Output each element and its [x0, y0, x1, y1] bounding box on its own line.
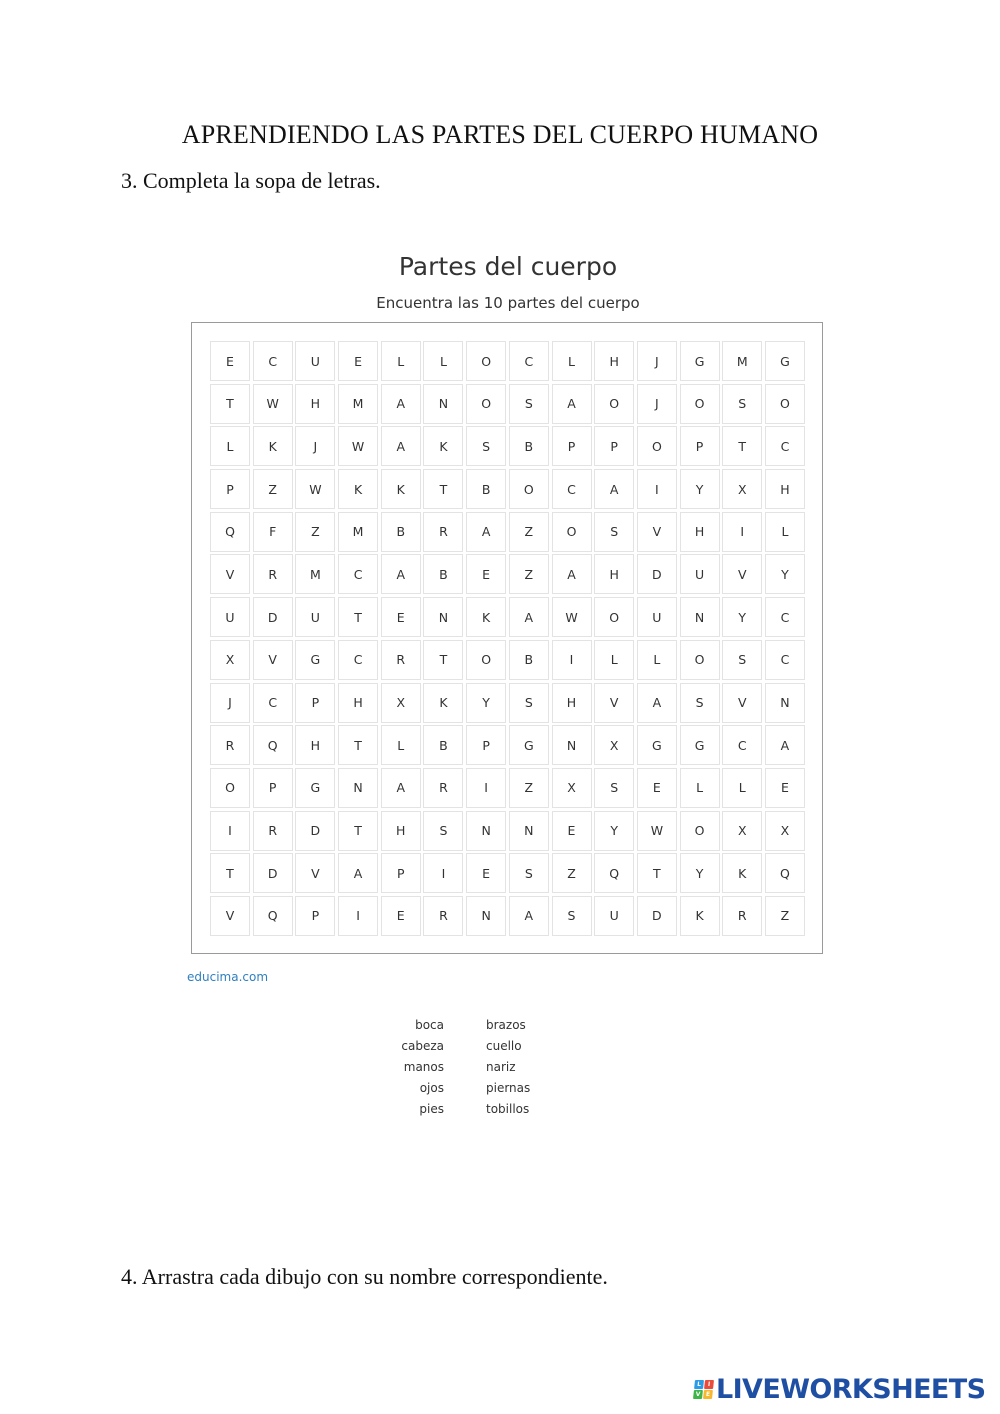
- grid-cell[interactable]: K: [253, 426, 293, 466]
- grid-cell[interactable]: O: [637, 426, 677, 466]
- grid-cell[interactable]: C: [765, 597, 805, 637]
- grid-cell[interactable]: E: [210, 341, 250, 381]
- grid-cell[interactable]: P: [295, 683, 335, 723]
- grid-cell[interactable]: B: [423, 725, 463, 765]
- grid-cell[interactable]: B: [423, 554, 463, 594]
- grid-cell[interactable]: C: [338, 554, 378, 594]
- grid-cell[interactable]: N: [338, 768, 378, 808]
- grid-cell[interactable]: M: [295, 554, 335, 594]
- grid-cell[interactable]: E: [637, 768, 677, 808]
- grid-cell[interactable]: B: [466, 469, 506, 509]
- grid-cell[interactable]: U: [210, 597, 250, 637]
- logo-tile: E: [703, 1390, 713, 1399]
- grid-cell[interactable]: A: [509, 896, 549, 936]
- grid-cell[interactable]: S: [466, 426, 506, 466]
- word-list-item: cabeza: [401, 1039, 444, 1053]
- grid-cell[interactable]: D: [253, 853, 293, 893]
- word-search-frame: [191, 322, 823, 954]
- word-list-item: pies: [419, 1102, 444, 1116]
- grid-cell[interactable]: I: [722, 512, 762, 552]
- grid-cell[interactable]: I: [637, 469, 677, 509]
- logo-tile: L: [694, 1380, 704, 1389]
- grid-cell[interactable]: G: [680, 725, 720, 765]
- grid-cell[interactable]: S: [722, 640, 762, 680]
- grid-cell[interactable]: P: [466, 725, 506, 765]
- grid-cell[interactable]: D: [253, 597, 293, 637]
- grid-cell[interactable]: H: [765, 469, 805, 509]
- grid-cell[interactable]: V: [253, 640, 293, 680]
- grid-cell[interactable]: C: [253, 683, 293, 723]
- liveworksheets-logo: [694, 1373, 985, 1405]
- grid-cell[interactable]: Y: [765, 554, 805, 594]
- grid-cell[interactable]: Y: [722, 597, 762, 637]
- grid-cell[interactable]: D: [295, 811, 335, 851]
- grid-cell[interactable]: C: [722, 725, 762, 765]
- grid-cell[interactable]: Z: [509, 554, 549, 594]
- grid-cell[interactable]: H: [680, 512, 720, 552]
- source-link: educima.com: [187, 970, 269, 984]
- grid-cell[interactable]: E: [338, 341, 378, 381]
- grid-cell[interactable]: I: [338, 896, 378, 936]
- grid-cell[interactable]: A: [552, 554, 592, 594]
- grid-cell[interactable]: S: [594, 512, 634, 552]
- grid-cell[interactable]: K: [423, 426, 463, 466]
- grid-cell[interactable]: X: [722, 469, 762, 509]
- grid-cell[interactable]: A: [509, 597, 549, 637]
- grid-cell[interactable]: A: [381, 426, 421, 466]
- grid-cell[interactable]: K: [466, 597, 506, 637]
- grid-cell[interactable]: P: [594, 426, 634, 466]
- grid-cell[interactable]: J: [210, 683, 250, 723]
- grid-cell[interactable]: A: [466, 512, 506, 552]
- grid-cell[interactable]: X: [552, 768, 592, 808]
- grid-cell[interactable]: G: [295, 640, 335, 680]
- grid-cell[interactable]: K: [423, 683, 463, 723]
- word-list-item: cuello: [486, 1039, 522, 1053]
- grid-cell[interactable]: K: [722, 853, 762, 893]
- grid-cell[interactable]: S: [509, 853, 549, 893]
- grid-cell[interactable]: U: [680, 554, 720, 594]
- grid-cell[interactable]: L: [722, 768, 762, 808]
- grid-cell[interactable]: A: [765, 725, 805, 765]
- grid-cell[interactable]: S: [423, 811, 463, 851]
- grid-cell[interactable]: A: [381, 768, 421, 808]
- word-list-item: manos: [403, 1060, 444, 1074]
- grid-cell[interactable]: Q: [210, 512, 250, 552]
- grid-cell[interactable]: C: [765, 426, 805, 466]
- grid-cell[interactable]: R: [423, 896, 463, 936]
- grid-cell[interactable]: R: [423, 768, 463, 808]
- grid-cell[interactable]: T: [338, 597, 378, 637]
- grid-cell[interactable]: H: [338, 683, 378, 723]
- grid-cell[interactable]: R: [253, 811, 293, 851]
- grid-cell[interactable]: Q: [594, 853, 634, 893]
- logo-tile: I: [704, 1380, 714, 1389]
- grid-cell[interactable]: U: [295, 341, 335, 381]
- grid-cell[interactable]: G: [680, 341, 720, 381]
- grid-cell[interactable]: H: [295, 725, 335, 765]
- instruction-4: 4. Arrastra cada dibujo con su nombre correspondiente.: [121, 1264, 608, 1289]
- grid-cell[interactable]: A: [338, 853, 378, 893]
- grid-cell[interactable]: X: [765, 811, 805, 851]
- grid-cell[interactable]: N: [765, 683, 805, 723]
- grid-cell[interactable]: V: [210, 896, 250, 936]
- grid-cell[interactable]: Z: [253, 469, 293, 509]
- grid-cell[interactable]: T: [210, 384, 250, 424]
- grid-cell[interactable]: W: [637, 811, 677, 851]
- word-search-grid[interactable]: [210, 341, 805, 936]
- grid-cell[interactable]: N: [552, 725, 592, 765]
- grid-cell[interactable]: N: [423, 597, 463, 637]
- grid-cell[interactable]: N: [423, 384, 463, 424]
- grid-cell[interactable]: P: [253, 768, 293, 808]
- grid-cell[interactable]: L: [594, 640, 634, 680]
- grid-cell[interactable]: N: [466, 896, 506, 936]
- grid-cell[interactable]: H: [295, 384, 335, 424]
- document-title: APRENDIENDO LAS PARTES DEL CUERPO HUMANO: [181, 120, 819, 149]
- grid-cell[interactable]: C: [552, 469, 592, 509]
- grid-cell[interactable]: P: [210, 469, 250, 509]
- grid-cell[interactable]: R: [722, 896, 762, 936]
- grid-cell[interactable]: S: [722, 384, 762, 424]
- grid-cell[interactable]: A: [594, 469, 634, 509]
- grid-cell[interactable]: O: [680, 640, 720, 680]
- grid-cell[interactable]: O: [765, 384, 805, 424]
- grid-cell[interactable]: K: [680, 896, 720, 936]
- grid-cell[interactable]: S: [552, 896, 592, 936]
- grid-cell[interactable]: F: [253, 512, 293, 552]
- grid-cell[interactable]: L: [680, 768, 720, 808]
- grid-cell[interactable]: Z: [509, 768, 549, 808]
- grid-cell[interactable]: O: [680, 384, 720, 424]
- grid-cell[interactable]: A: [637, 683, 677, 723]
- grid-cell[interactable]: A: [381, 554, 421, 594]
- grid-cell[interactable]: S: [594, 768, 634, 808]
- grid-cell[interactable]: B: [509, 640, 549, 680]
- puzzle-title: Partes del cuerpo: [398, 252, 618, 281]
- grid-cell[interactable]: N: [509, 811, 549, 851]
- grid-cell[interactable]: O: [509, 469, 549, 509]
- grid-cell[interactable]: R: [210, 725, 250, 765]
- liveworksheets-logo-icon: [693, 1380, 714, 1399]
- grid-cell[interactable]: U: [594, 896, 634, 936]
- grid-cell[interactable]: D: [637, 554, 677, 594]
- grid-cell[interactable]: E: [381, 597, 421, 637]
- grid-cell[interactable]: G: [509, 725, 549, 765]
- grid-cell[interactable]: C: [253, 341, 293, 381]
- grid-cell[interactable]: Z: [295, 512, 335, 552]
- grid-cell[interactable]: H: [594, 554, 634, 594]
- grid-cell[interactable]: Y: [594, 811, 634, 851]
- grid-cell[interactable]: T: [338, 811, 378, 851]
- grid-cell[interactable]: S: [509, 683, 549, 723]
- grid-cell[interactable]: G: [295, 768, 335, 808]
- grid-cell[interactable]: Q: [253, 896, 293, 936]
- grid-cell[interactable]: I: [210, 811, 250, 851]
- grid-cell[interactable]: Q: [765, 853, 805, 893]
- grid-cell[interactable]: R: [253, 554, 293, 594]
- grid-cell[interactable]: Y: [466, 683, 506, 723]
- grid-cell[interactable]: O: [210, 768, 250, 808]
- grid-cell[interactable]: P: [381, 853, 421, 893]
- grid-cell[interactable]: W: [253, 384, 293, 424]
- grid-cell[interactable]: L: [765, 512, 805, 552]
- grid-cell[interactable]: E: [381, 896, 421, 936]
- grid-cell[interactable]: I: [423, 853, 463, 893]
- grid-cell[interactable]: T: [637, 853, 677, 893]
- grid-cell[interactable]: Y: [680, 469, 720, 509]
- grid-cell[interactable]: W: [295, 469, 335, 509]
- grid-cell[interactable]: R: [423, 512, 463, 552]
- grid-cell[interactable]: O: [466, 341, 506, 381]
- grid-cell[interactable]: T: [722, 426, 762, 466]
- grid-cell[interactable]: C: [338, 640, 378, 680]
- grid-cell[interactable]: V: [594, 683, 634, 723]
- word-list-item: tobillos: [486, 1102, 530, 1116]
- grid-cell[interactable]: R: [381, 640, 421, 680]
- grid-cell[interactable]: K: [381, 469, 421, 509]
- grid-cell[interactable]: W: [552, 597, 592, 637]
- grid-cell[interactable]: T: [423, 640, 463, 680]
- grid-cell[interactable]: Z: [552, 853, 592, 893]
- grid-cell[interactable]: L: [381, 725, 421, 765]
- grid-cell[interactable]: M: [722, 341, 762, 381]
- grid-cell[interactable]: Q: [253, 725, 293, 765]
- grid-cell[interactable]: E: [466, 554, 506, 594]
- liveworksheets-logo-text: LIVEWORKSHEETS: [716, 1373, 986, 1405]
- grid-cell[interactable]: V: [295, 853, 335, 893]
- grid-cell[interactable]: B: [509, 426, 549, 466]
- grid-cell[interactable]: P: [552, 426, 592, 466]
- grid-cell[interactable]: V: [210, 554, 250, 594]
- grid-cell[interactable]: C: [765, 640, 805, 680]
- grid-cell[interactable]: S: [509, 384, 549, 424]
- grid-cell[interactable]: Z: [509, 512, 549, 552]
- grid-cell[interactable]: H: [594, 341, 634, 381]
- grid-cell[interactable]: X: [381, 683, 421, 723]
- grid-cell[interactable]: T: [423, 469, 463, 509]
- grid-cell[interactable]: Z: [765, 896, 805, 936]
- grid-cell[interactable]: L: [381, 341, 421, 381]
- grid-cell[interactable]: V: [722, 683, 762, 723]
- grid-cell[interactable]: K: [338, 469, 378, 509]
- grid-cell[interactable]: L: [552, 341, 592, 381]
- puzzle-subtitle: Encuentra las 10 partes del cuerpo: [376, 294, 640, 312]
- instruction-3: 3. Completa la sopa de letras.: [121, 168, 381, 193]
- grid-cell[interactable]: V: [722, 554, 762, 594]
- logo-tile: V: [693, 1390, 703, 1399]
- grid-cell[interactable]: E: [765, 768, 805, 808]
- grid-cell[interactable]: N: [680, 597, 720, 637]
- word-list-item: boca: [415, 1018, 444, 1032]
- grid-cell[interactable]: P: [295, 896, 335, 936]
- grid-cell[interactable]: O: [552, 512, 592, 552]
- grid-cell[interactable]: O: [466, 384, 506, 424]
- grid-cell[interactable]: U: [637, 597, 677, 637]
- word-list-item: nariz: [486, 1060, 516, 1074]
- grid-cell[interactable]: O: [594, 384, 634, 424]
- grid-cell[interactable]: J: [637, 341, 677, 381]
- grid-cell[interactable]: T: [210, 853, 250, 893]
- grid-cell[interactable]: J: [637, 384, 677, 424]
- grid-cell[interactable]: I: [552, 640, 592, 680]
- grid-cell[interactable]: X: [722, 811, 762, 851]
- grid-cell[interactable]: P: [680, 426, 720, 466]
- grid-cell[interactable]: L: [210, 426, 250, 466]
- word-list-item: piernas: [486, 1081, 531, 1095]
- grid-cell[interactable]: M: [338, 384, 378, 424]
- grid-cell[interactable]: O: [680, 811, 720, 851]
- word-list-left: [300, 1016, 444, 1121]
- grid-cell[interactable]: D: [637, 896, 677, 936]
- word-list-item: ojos: [419, 1081, 444, 1095]
- grid-cell[interactable]: L: [423, 341, 463, 381]
- grid-cell[interactable]: H: [381, 811, 421, 851]
- grid-cell[interactable]: N: [466, 811, 506, 851]
- grid-cell[interactable]: X: [210, 640, 250, 680]
- grid-cell[interactable]: E: [552, 811, 592, 851]
- grid-cell[interactable]: C: [509, 341, 549, 381]
- grid-cell[interactable]: I: [466, 768, 506, 808]
- grid-cell[interactable]: G: [765, 341, 805, 381]
- grid-cell[interactable]: U: [295, 597, 335, 637]
- grid-cell[interactable]: T: [338, 725, 378, 765]
- grid-cell[interactable]: M: [338, 512, 378, 552]
- grid-cell[interactable]: W: [338, 426, 378, 466]
- grid-cell[interactable]: A: [381, 384, 421, 424]
- word-list-item: brazos: [486, 1018, 526, 1032]
- grid-cell[interactable]: J: [295, 426, 335, 466]
- grid-cell[interactable]: G: [637, 725, 677, 765]
- grid-cell[interactable]: V: [637, 512, 677, 552]
- grid-cell[interactable]: L: [637, 640, 677, 680]
- grid-cell[interactable]: A: [552, 384, 592, 424]
- grid-cell[interactable]: O: [466, 640, 506, 680]
- grid-cell[interactable]: E: [466, 853, 506, 893]
- grid-cell[interactable]: O: [594, 597, 634, 637]
- word-list-right: [486, 1016, 636, 1121]
- grid-cell[interactable]: B: [381, 512, 421, 552]
- grid-cell[interactable]: H: [552, 683, 592, 723]
- grid-cell[interactable]: S: [680, 683, 720, 723]
- grid-cell[interactable]: X: [594, 725, 634, 765]
- grid-cell[interactable]: Y: [680, 853, 720, 893]
